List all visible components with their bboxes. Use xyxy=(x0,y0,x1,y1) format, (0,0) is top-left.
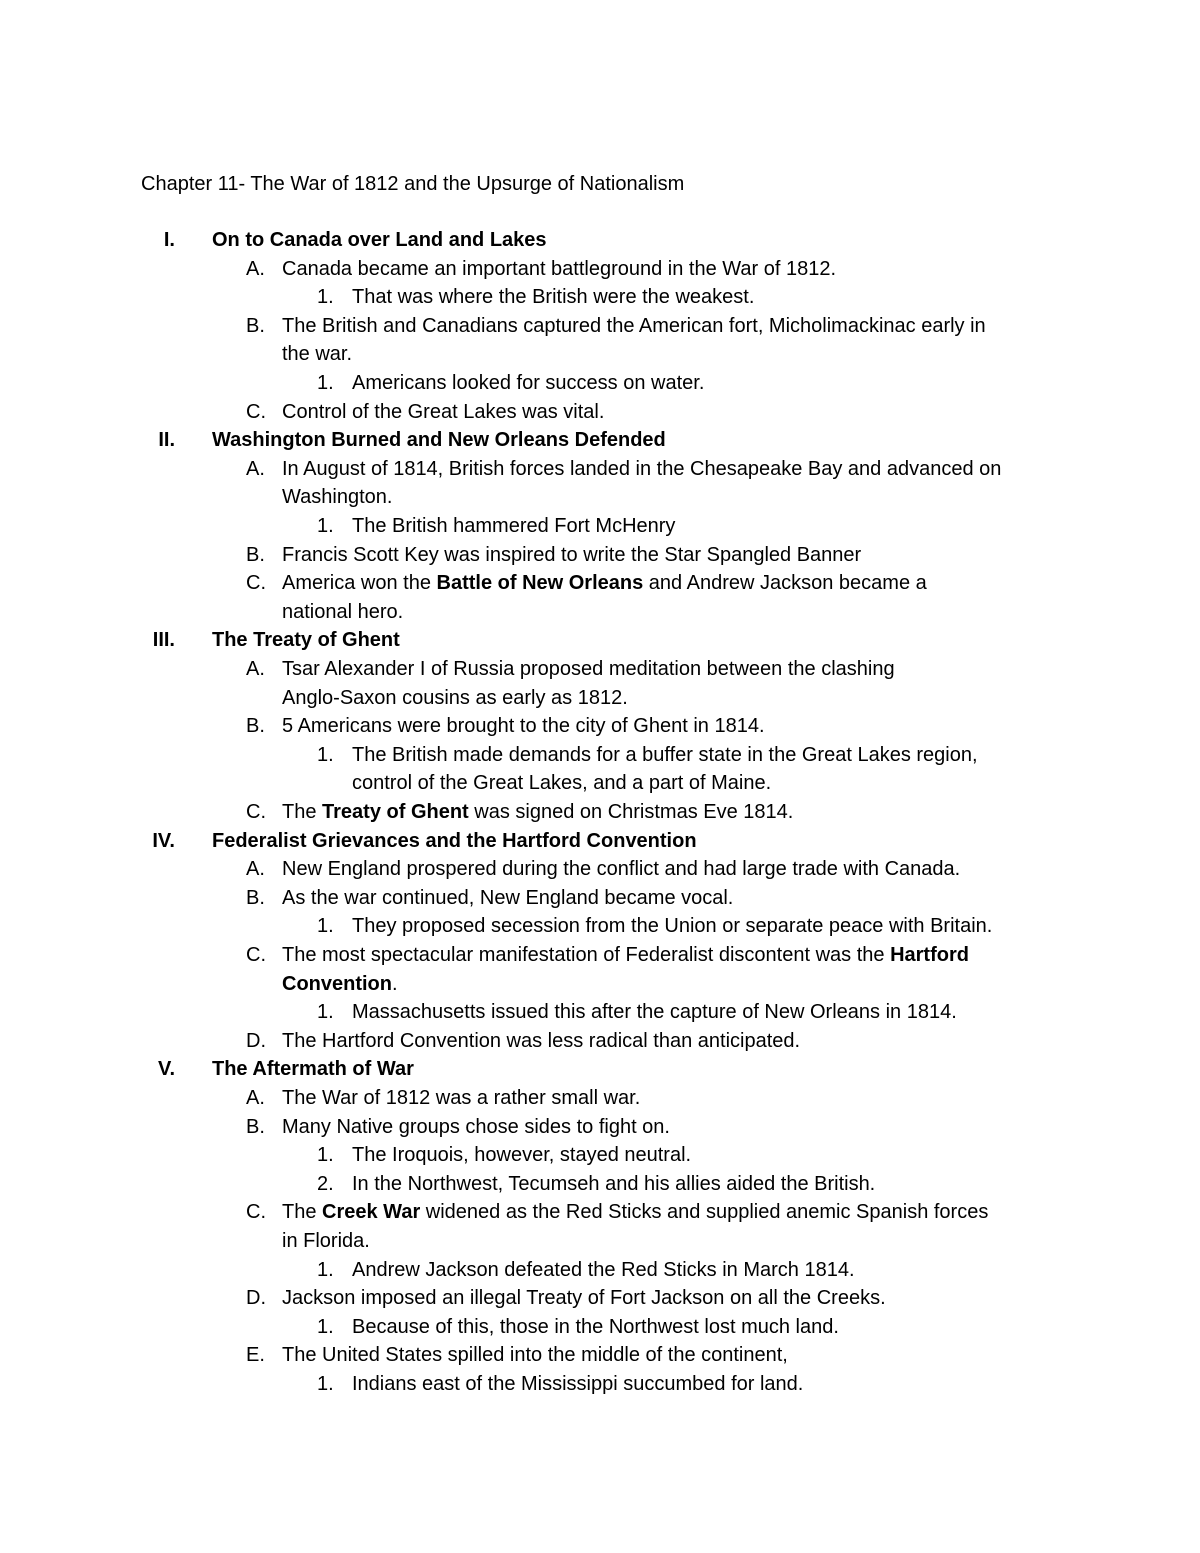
outline-item-marker: B. xyxy=(246,715,265,738)
text-segment: in Florida. xyxy=(282,1230,370,1252)
outline-subitem-text xyxy=(352,1313,839,1342)
outline-item-marker: B. xyxy=(246,314,265,337)
text-segment: Because of this, those in the Northwest lost much land. xyxy=(352,1315,839,1338)
outline-subitem xyxy=(0,769,1200,798)
text-segment: national hero. xyxy=(282,600,404,623)
outline-item xyxy=(0,483,1200,512)
document-title: Chapter 11- The War of 1812 and the Upsurge of Nationalism xyxy=(141,173,685,195)
outline-subitem xyxy=(0,1170,1200,1199)
text-segment: They proposed secession from the Union or separate peace with Britain. xyxy=(352,915,993,938)
section-heading-text: On to Canada over Land and Lakes xyxy=(212,229,547,251)
text-segment: 5 Americans were brought to the city of Ghent in 1814. xyxy=(282,715,765,738)
outline-subitem-text xyxy=(352,512,675,541)
text-segment: was signed on Christmas Eve 1814. xyxy=(468,801,794,823)
outline-item-marker: C. xyxy=(246,400,266,423)
outline-item xyxy=(0,1341,1200,1370)
outline-item-text xyxy=(282,1027,800,1056)
outline-item xyxy=(0,1198,1200,1227)
text-segment: Canada became an important battleground in the War of 1812. xyxy=(282,257,837,280)
outline-subitem-marker: 1. xyxy=(317,1144,334,1167)
text-segment: That was where the British were the weakest. xyxy=(352,286,755,309)
section-numeral: IV. xyxy=(152,829,175,852)
outline-item-text xyxy=(282,884,733,913)
outline-subitem-marker: 1. xyxy=(317,915,334,938)
text-segment: The British hammered Fort McHenry xyxy=(352,515,676,537)
outline-item-marker: A. xyxy=(246,257,265,280)
bold-term: Creek War xyxy=(322,1201,421,1224)
outline-subitem-text xyxy=(352,1141,691,1170)
outline-item-marker: A. xyxy=(246,658,265,680)
outline-subitem xyxy=(0,741,1200,770)
outline-item-marker: C. xyxy=(246,572,266,595)
outline-subitem-text xyxy=(352,741,978,770)
outline-item-text xyxy=(282,855,960,884)
outline-subitem xyxy=(0,1313,1200,1342)
outline-subitem-text xyxy=(352,769,771,798)
bold-term: Battle of New Orleans xyxy=(436,572,644,595)
outline-item-marker: D. xyxy=(246,1287,266,1310)
outline-item-marker: B. xyxy=(246,1115,265,1138)
outline-item-text xyxy=(282,541,861,570)
text-segment: New England prospered during the conflict and had large trade with Canada. xyxy=(282,858,961,881)
outline-subitem-marker: 1. xyxy=(317,1315,334,1338)
section-heading xyxy=(0,226,1200,255)
text-segment: The Hartford Convention was less radical than anticipated. xyxy=(282,1029,801,1052)
outline-item xyxy=(0,884,1200,913)
bold-term: Convention xyxy=(282,972,392,995)
outline-item-text xyxy=(282,312,986,341)
text-segment: The War of 1812 was a rather small war. xyxy=(282,1087,641,1109)
outline-item-text xyxy=(282,1198,988,1227)
outline-item-text xyxy=(282,970,398,999)
outline-item xyxy=(0,598,1200,627)
outline-item-text xyxy=(282,1113,670,1142)
text-segment: Tsar Alexander I of Russia proposed meditation between the clashing xyxy=(282,658,895,680)
text-segment: The most spectacular manifestation of Federalist discontent was the xyxy=(282,944,891,966)
outline-item xyxy=(0,798,1200,827)
text-segment: Andrew Jackson defeated the Red Sticks in March 1814. xyxy=(352,1258,855,1281)
outline-item-marker: A. xyxy=(246,1087,265,1109)
outline-item-text xyxy=(282,483,392,512)
text-segment: The xyxy=(282,1201,323,1224)
outline-item xyxy=(0,541,1200,570)
outline-subitem xyxy=(0,1370,1200,1399)
outline-item-marker: B. xyxy=(246,543,265,566)
outline-subitem-marker: 1. xyxy=(317,1258,334,1281)
text-segment: the war. xyxy=(282,343,353,366)
outline-item xyxy=(0,941,1200,970)
outline-item-text xyxy=(282,598,403,627)
outline-subitem-text xyxy=(352,1370,803,1399)
bold-term: Treaty of Ghent xyxy=(322,801,469,823)
outline-item xyxy=(0,1284,1200,1313)
outline-subitem-text xyxy=(352,1256,855,1285)
outline-subitem xyxy=(0,512,1200,541)
outline-item-text xyxy=(282,1341,788,1370)
outline-item-text xyxy=(282,1284,886,1313)
outline-subitem-marker: 1. xyxy=(317,515,334,537)
text-segment: . xyxy=(392,972,398,995)
outline-item xyxy=(0,970,1200,999)
section-numeral: I. xyxy=(163,229,175,251)
outline-item-text xyxy=(282,684,628,713)
text-segment: The British and Canadians captured the American fort, Micholimackinac early in xyxy=(282,314,986,337)
text-segment: Indians east of the Mississippi succumbed for land. xyxy=(352,1373,804,1395)
outline-item-text xyxy=(282,798,793,827)
text-segment: Massachusetts issued this after the capture of New Orleans in 1814. xyxy=(352,1001,957,1024)
section-heading xyxy=(0,1055,1200,1084)
outline-item-marker: C. xyxy=(246,1201,266,1224)
outline-item xyxy=(0,255,1200,284)
outline-subitem-marker: 1. xyxy=(317,743,334,766)
text-segment: widened as the Red Sticks and supplied anemic Spanish forces xyxy=(420,1201,989,1224)
text-segment: The British made demands for a buffer state in the Great Lakes region, xyxy=(352,743,978,766)
outline-item xyxy=(0,569,1200,598)
outline-subitem-marker: 1. xyxy=(317,1001,334,1024)
outline-item xyxy=(0,712,1200,741)
outline-subitem xyxy=(0,1141,1200,1170)
text-segment: America won the xyxy=(282,572,437,595)
outline-item-text xyxy=(282,455,1001,484)
outline-subitem-text xyxy=(352,912,992,941)
outline-item-text xyxy=(282,1227,370,1256)
outline-item-marker: C. xyxy=(246,801,266,823)
section-numeral: V. xyxy=(157,1058,175,1081)
outline-item xyxy=(0,312,1200,341)
text-segment: Americans looked for success on water. xyxy=(352,372,705,394)
outline-item xyxy=(0,398,1200,427)
outline-subitem xyxy=(0,369,1200,398)
outline-item xyxy=(0,1084,1200,1113)
outline-item xyxy=(0,340,1200,369)
outline-item-text xyxy=(282,255,836,284)
outline-item-text xyxy=(282,712,765,741)
text-segment: Francis Scott Key was inspired to write the Star Spangled Banner xyxy=(282,543,862,566)
text-segment: As the war continued, New England became vocal. xyxy=(282,886,734,909)
outline-subitem xyxy=(0,1256,1200,1285)
outline-item-text xyxy=(282,340,352,369)
outline-item-text xyxy=(282,398,604,427)
outline-item xyxy=(0,1227,1200,1256)
text-segment: The United States spilled into the middle of the continent, xyxy=(282,1344,788,1367)
outline-item-marker: E. xyxy=(246,1344,265,1367)
section-numeral: III. xyxy=(152,629,175,652)
outline-item xyxy=(0,655,1200,684)
section-heading xyxy=(0,626,1200,655)
outline-subitem-text xyxy=(352,369,704,398)
outline-item-marker: D. xyxy=(246,1029,266,1052)
section-heading xyxy=(0,426,1200,455)
text-segment: Many Native groups chose sides to fight on. xyxy=(282,1115,670,1138)
outline-subitem-text xyxy=(352,283,754,312)
outline-subitem-marker: 1. xyxy=(317,1373,334,1395)
text-segment: Anglo-Saxon cousins as early as 1812. xyxy=(282,686,628,709)
outline-item-marker: C. xyxy=(246,944,266,966)
text-segment: In August of 1814, British forces landed in the Chesapeake Bay and advanced on xyxy=(282,457,1002,480)
outline-item xyxy=(0,855,1200,884)
outline-subitem xyxy=(0,998,1200,1027)
outline-item xyxy=(0,684,1200,713)
text-segment: Control of the Great Lakes was vital. xyxy=(282,400,605,423)
outline-subitem-text xyxy=(352,998,957,1027)
outline-item xyxy=(0,455,1200,484)
text-segment: Washington. xyxy=(282,486,393,509)
section-heading-text: The Treaty of Ghent xyxy=(212,629,400,652)
outline-item-marker: B. xyxy=(246,886,265,909)
section-heading-text: Washington Burned and New Orleans Defended xyxy=(212,429,666,452)
outline-subitem-marker: 1. xyxy=(317,372,334,394)
text-segment: The Iroquois, however, stayed neutral. xyxy=(352,1144,692,1167)
text-segment: control of the Great Lakes, and a part of Maine. xyxy=(352,772,772,795)
outline-subitem-text xyxy=(352,1170,875,1199)
outline-subitem-marker: 1. xyxy=(317,286,334,309)
outline-subitem xyxy=(0,283,1200,312)
outline-subitem-marker: 2. xyxy=(317,1172,334,1195)
text-segment: Jackson imposed an illegal Treaty of Fort Jackson on all the Creeks. xyxy=(282,1287,886,1310)
bold-term: Hartford xyxy=(890,944,969,966)
outline-item-text xyxy=(282,941,969,970)
outline-item-marker: A. xyxy=(246,457,265,480)
outline-item xyxy=(0,1113,1200,1142)
section-heading-text: Federalist Grievances and the Hartford Convention xyxy=(212,829,697,852)
outline-subitem xyxy=(0,912,1200,941)
text-segment: The xyxy=(282,801,323,823)
outline-item-text xyxy=(282,655,895,684)
outline-item-text xyxy=(282,1084,640,1113)
section-heading xyxy=(0,827,1200,856)
section-heading-text: The Aftermath of War xyxy=(212,1058,414,1081)
outline-item xyxy=(0,1027,1200,1056)
outline-item-marker: A. xyxy=(246,858,265,881)
text-segment: In the Northwest, Tecumseh and his allies aided the British. xyxy=(352,1172,876,1195)
text-segment: and Andrew Jackson became a xyxy=(643,572,927,595)
outline-item-text xyxy=(282,569,927,598)
section-numeral: II. xyxy=(158,429,175,452)
